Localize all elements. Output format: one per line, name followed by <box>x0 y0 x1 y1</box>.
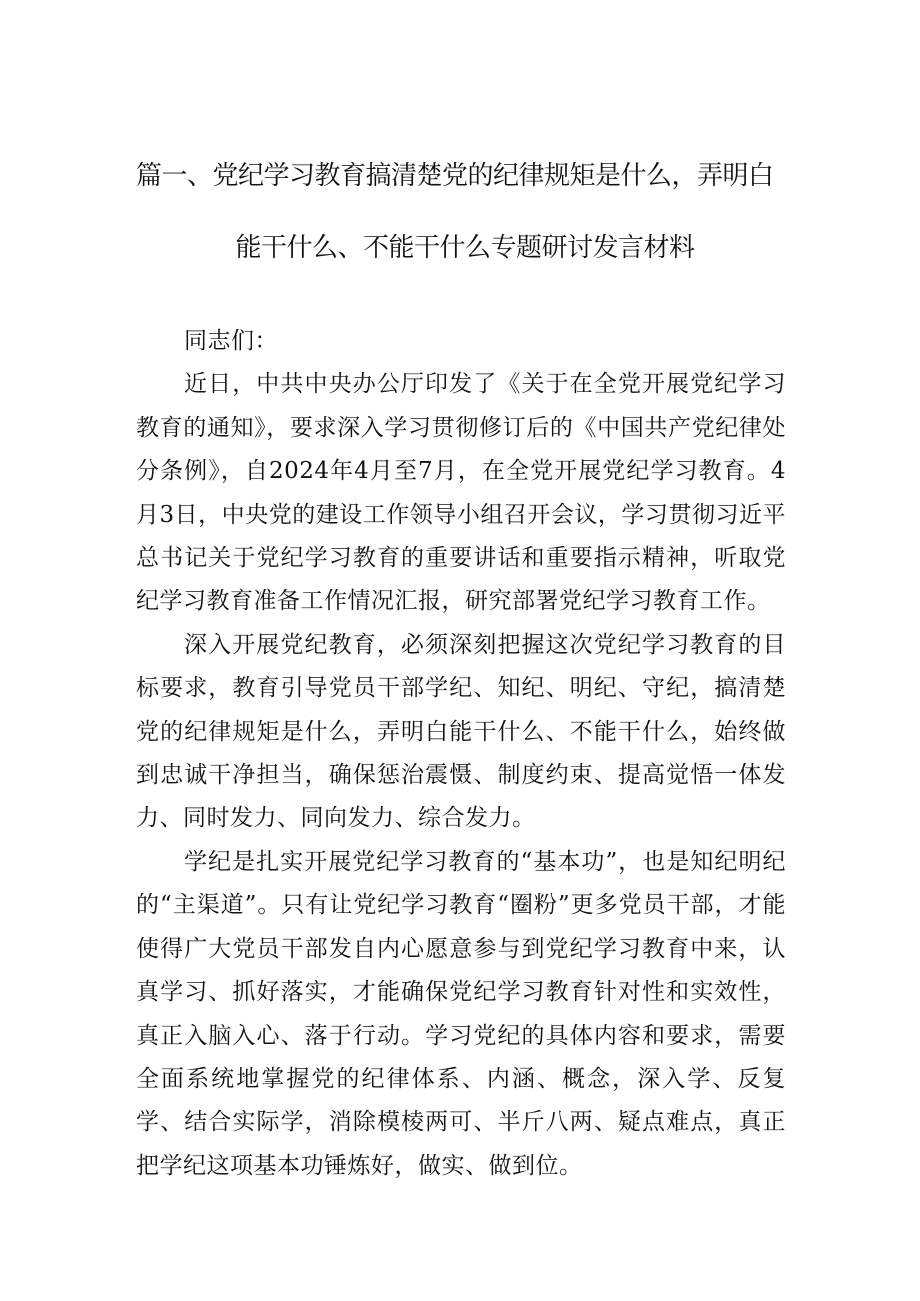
document-body <box>136 320 786 1188</box>
paragraph-2: 深入开展党纪教育，必须深刻把握这次党纪学习教育的目标要求，教育引导党员干部学纪、知纪、明纪、守纪，搞清楚党的纪律规矩是什么，弄明白能干什么、不能干什么，始终做到忠诚干净担当，确保惩治震慑、制度约束、提高觉悟一体发力、同时发力、同向发力、综合发力。 <box>136 631 786 832</box>
paragraph-3: 学纪是扎实开展党纪学习教育的“基本功”，也是知纪明纪的“主渠道”。只有让党纪学习教育“圈粉”更多党员干部，才能使得广大党员干部发自内心愿意参与到党纪学习教育中来，认真学习、抓好落实，才能确保党纪学习教育针对性和实效性，真正入脑入心、落于行动。学习党纪的具体内容和要求，需要全面系统地掌握党的纪律体系、内涵、概念，深入学、反复学、结合实际学，消除模棱两可、半斤八两、疑点难点，真正把学纪这项基本功锤炼好，做实、做到位。 <box>136 848 786 1179</box>
document-title-line-2: 能干什么、不能干什么专题研讨发言材料 <box>235 233 695 263</box>
salutation: 同志们： <box>184 328 278 354</box>
document-title-line-1: 篇一、党纪学习教育搞清楚党的纪律规矩是什么，弄明白 <box>136 161 774 191</box>
paragraph-1: 近日，中共中央办公厅印发了《关于在全党开展党纪学习教育的通知》，要求深入学习贯彻修订后的《中国共产党纪律处分条例》，自2024年4月至7月，在全党开展党纪学习教育。4月3日，中央党的建设工作领导小组召开会议，学习贯彻习近平总书记关于党纪学习教育的重要讲话和重要指示精神，听取党纪学习教育准备工作情况汇报，研究部署党纪学习教育工作。 <box>136 371 786 615</box>
